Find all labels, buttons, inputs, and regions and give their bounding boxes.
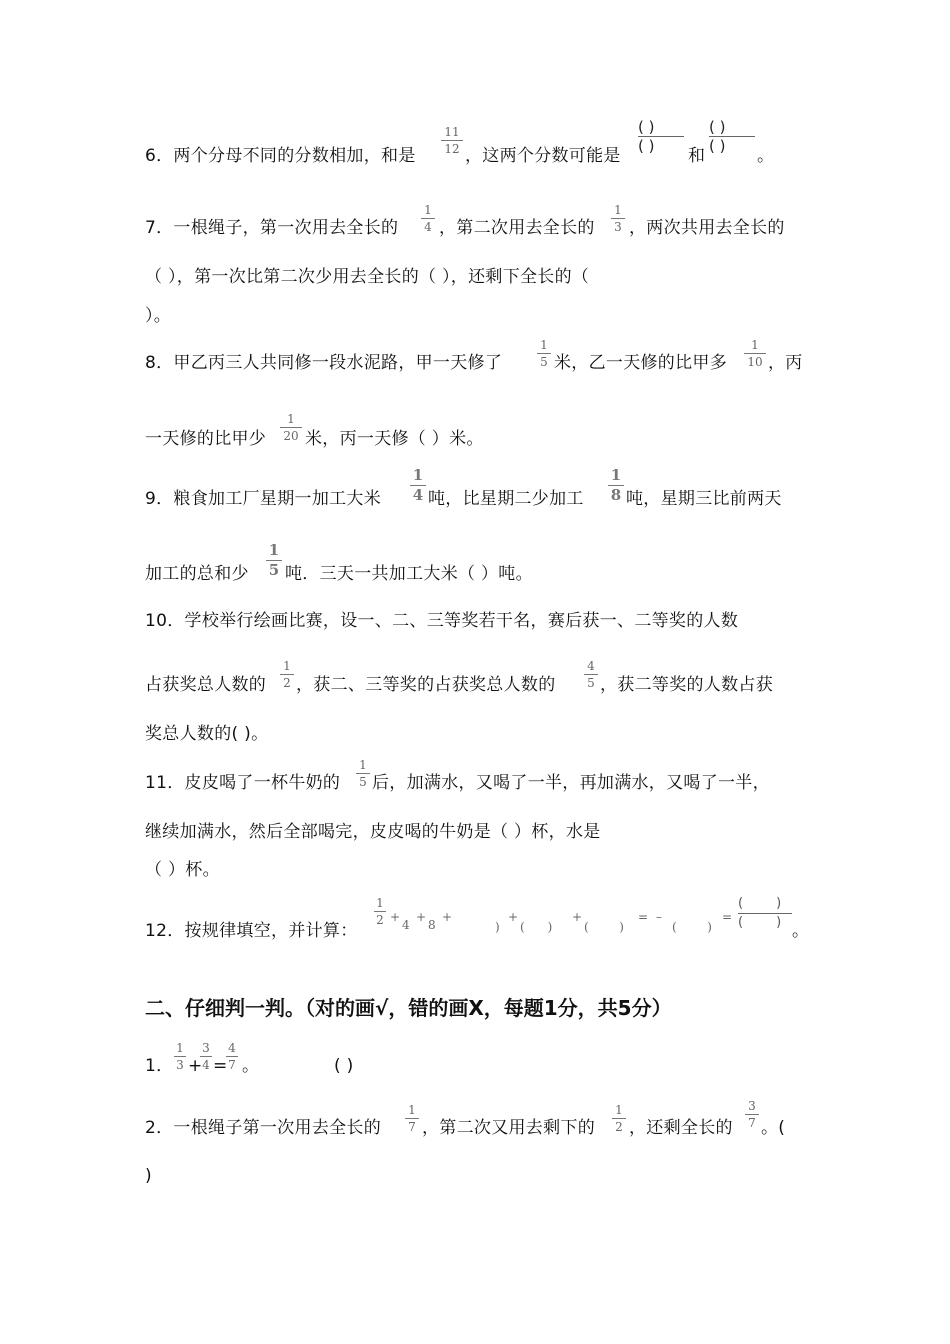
q6-blank-fraction-2: ( ) ( ) bbox=[709, 118, 755, 155]
j2-text2: ，第二次又用去剩下的 bbox=[422, 1118, 595, 1138]
q7-text3: ，两次共用去全长的 bbox=[629, 218, 785, 238]
q8-line2b: 米，丙一天修（ ）米。 bbox=[305, 429, 484, 449]
q7-fraction-2: 1 3 bbox=[611, 204, 625, 233]
q12-minus: – bbox=[656, 910, 662, 924]
q9-line2a: 加工的总和少 bbox=[145, 564, 249, 584]
j1-fraction-a: 1 3 bbox=[174, 1042, 186, 1071]
q12-plus-4: + bbox=[508, 910, 519, 924]
q12-denominator-4: 4 bbox=[402, 918, 410, 932]
q9-text1: 9．粮食加工厂星期一加工大米 bbox=[145, 489, 382, 509]
q10-line2b: ，获二、三等奖的占获奖总人数的 bbox=[296, 675, 556, 695]
j2-text1: 2．一根绳子第一次用去全长的 bbox=[145, 1118, 382, 1138]
q10-line2c: ，获二等奖的人数占获 bbox=[600, 675, 773, 695]
q10-fraction-1: 1 2 bbox=[280, 660, 294, 689]
q12-denominator-8: 8 bbox=[428, 918, 436, 932]
q9-text2: 吨，比星期二少加工 bbox=[428, 489, 584, 509]
q7-text2: ，第二次用去全长的 bbox=[439, 218, 595, 238]
q6-and: 和 bbox=[688, 146, 706, 166]
q8-fraction-2: 1 10 bbox=[744, 339, 766, 368]
j2-fraction-1: 1 7 bbox=[405, 1104, 419, 1133]
q8-fraction-3: 1 20 bbox=[280, 413, 302, 442]
q11-fraction-1: 1 5 bbox=[356, 759, 370, 788]
q6-sum-fraction: 11 12 bbox=[441, 126, 463, 155]
q10-line3: 奖总人数的( )。 bbox=[145, 724, 269, 744]
j2-text3: ，还剩全长的 bbox=[629, 1118, 733, 1138]
q9-fraction-2: 1 8 bbox=[608, 468, 624, 503]
q10-fraction-2: 4 5 bbox=[584, 660, 598, 689]
q12-blank-close-1: ) bbox=[495, 920, 500, 934]
q11-text2: 后，加满水，又喝了一半，再加满水，又喝了一半， bbox=[372, 773, 770, 793]
q12-blank-2: ( ) bbox=[520, 920, 553, 934]
q9-text3: 吨，星期三比前两天 bbox=[626, 489, 782, 509]
q10-line2a: 占获奖总人数的 bbox=[145, 675, 267, 695]
q12-text1: 12．按规律填空，并计算： bbox=[145, 921, 358, 941]
j2-fraction-3: 3 7 bbox=[745, 1100, 759, 1129]
q12-plus-5: + bbox=[572, 910, 583, 924]
j1-end: 。 bbox=[242, 1056, 260, 1076]
j1-fraction-b: 3 4 bbox=[200, 1042, 212, 1071]
q11-line3: （ ）杯。 bbox=[145, 860, 220, 880]
q12-plus-1: + bbox=[390, 910, 401, 924]
q12-blank-4: ( ) bbox=[672, 920, 712, 934]
q12-equals-2: = bbox=[722, 910, 733, 924]
q6-text1: 6．两个分母不同的分数相加，和是 bbox=[145, 146, 416, 166]
q8-text3: ，丙 bbox=[768, 353, 803, 373]
q8-line2a: 一天修的比甲少 bbox=[145, 429, 267, 449]
q12-plus-2: + bbox=[416, 910, 427, 924]
q8-text1: 8．甲乙丙三人共同修一段水泥路，甲一天修了 bbox=[145, 353, 503, 373]
q8-fraction-1: 1 5 bbox=[537, 339, 551, 368]
q6-end: 。 bbox=[757, 146, 775, 166]
j2-text4: 。( bbox=[761, 1118, 786, 1138]
j2-line2: ) bbox=[145, 1166, 152, 1186]
q12-fraction-1: 1 2 bbox=[374, 897, 386, 926]
q7-text1: 7．一根绳子，第一次用去全长的 bbox=[145, 218, 399, 238]
q9-fraction-1: 1 4 bbox=[410, 468, 426, 503]
j1-label: 1． bbox=[145, 1056, 174, 1076]
j1-plus: + bbox=[188, 1056, 203, 1076]
q6-blank-fraction-1: ( ) ( ) bbox=[638, 118, 684, 155]
q12-end: 。 bbox=[792, 921, 810, 941]
j2-fraction-2: 1 2 bbox=[612, 1104, 626, 1133]
q12-equals-1: = bbox=[638, 910, 649, 924]
q6-text2: ，这两个分数可能是 bbox=[465, 146, 621, 166]
j1-fraction-c: 4 7 bbox=[226, 1042, 238, 1071]
q9-fraction-3: 1 5 bbox=[266, 543, 282, 578]
section2-heading: 二、仔细判一判。（对的画√，错的画X，每题1分，共5分） bbox=[145, 996, 672, 1020]
q11-text1: 11．皮皮喝了一杯牛奶的 bbox=[145, 773, 341, 793]
q7-line3: ）。 bbox=[145, 306, 172, 326]
q11-line2: 继续加满水，然后全部喝完，皮皮喝的牛奶是（ ）杯，水是 bbox=[145, 822, 601, 842]
q7-fraction-1: 1 4 bbox=[421, 204, 435, 233]
q8-text2: 米，乙一天修的比甲多 bbox=[554, 353, 727, 373]
j1-equals: = bbox=[213, 1056, 228, 1076]
q12-blank-3: ( ) bbox=[584, 920, 624, 934]
q10-line1: 10．学校举行绘画比赛，设一、二、三等奖若干名，赛后获一、二等奖的人数 bbox=[145, 611, 739, 631]
q12-plus-3: + bbox=[442, 910, 453, 924]
q7-line2: （ ），第一次比第二次少用去全长的（ ），还剩下全长的（ bbox=[145, 267, 590, 287]
q9-line2b: 吨．三天一共加工大米（ ）吨。 bbox=[285, 564, 533, 584]
j1-answer-paren[interactable]: ( ) bbox=[334, 1056, 354, 1076]
q12-result-fraction: ( ) ( ) bbox=[738, 895, 792, 932]
